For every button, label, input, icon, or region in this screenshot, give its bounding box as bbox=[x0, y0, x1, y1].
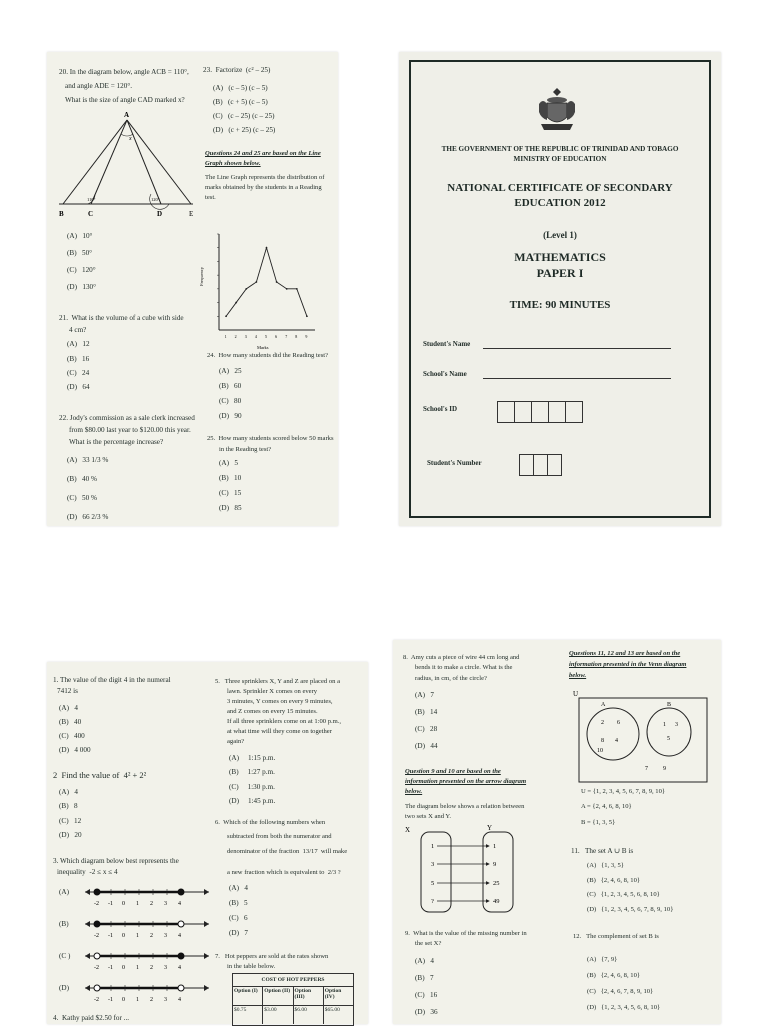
q21-line1: 21. What is the volume of a cube with side bbox=[59, 314, 184, 322]
q20-opt-c: (C) 120° bbox=[67, 266, 96, 274]
exam-page-questions-20-25 bbox=[47, 52, 338, 526]
q2-opt-b: (B) 8 bbox=[59, 802, 78, 810]
data-point bbox=[266, 247, 268, 249]
q3-option-label: (A) bbox=[59, 888, 69, 896]
table-header-cell: Option (III) bbox=[294, 987, 324, 1005]
vertex-a: A bbox=[124, 111, 130, 119]
set-u-definition: U = {1, 2, 3, 4, 5, 6, 7, 8, 9, 10} bbox=[581, 788, 666, 795]
closed-endpoint bbox=[94, 921, 100, 927]
q11-13-heading-1: Questions 11, 12 and 13 are based on the bbox=[569, 650, 681, 657]
number-line-tick-label: -2 bbox=[94, 933, 99, 939]
q8-opt-b: (B) 14 bbox=[415, 708, 438, 716]
q21-opt-d: (D) 64 bbox=[67, 383, 90, 391]
q21-opt-c: (C) 24 bbox=[67, 369, 90, 377]
q11-opt-b: (B) {2, 4, 6, 8, 10} bbox=[587, 877, 641, 884]
q3-line1: 3. Which diagram below best represents the bbox=[53, 857, 179, 865]
q5-line3: 3 minutes, Y comes on every 9 minutes, bbox=[227, 698, 333, 705]
number-line-tick-label: 4 bbox=[178, 901, 181, 907]
number-line-tick-label: -1 bbox=[108, 997, 113, 1003]
venn-diagram bbox=[571, 688, 711, 784]
q24-opt-d: (D) 90 bbox=[219, 412, 242, 420]
number-line-tick-label: -1 bbox=[108, 901, 113, 907]
q9-opt-c: (C) 16 bbox=[415, 991, 438, 999]
q8-opt-a: (A) 7 bbox=[415, 691, 434, 699]
set-b-label: B bbox=[667, 702, 672, 708]
q22-line1: 22. Jody's commission as a sale clerk increased bbox=[59, 414, 195, 422]
data-point bbox=[286, 288, 288, 290]
q20-opt-d: (D) 130° bbox=[67, 283, 97, 291]
school-name-line[interactable] bbox=[483, 378, 671, 379]
q5-line2: lawn. Sprinkler X comes on every bbox=[227, 688, 318, 695]
q5-line4: and Z comes on every 15 minutes. bbox=[227, 708, 318, 715]
q6-opt-b: (B) 5 bbox=[229, 899, 248, 907]
number-line-tick-label: 0 bbox=[122, 965, 125, 971]
venn-element: 3 bbox=[675, 722, 678, 728]
student-number-box[interactable] bbox=[533, 454, 548, 476]
cover-ministry: MINISTRY OF EDUCATION bbox=[513, 155, 607, 163]
q22-opt-c: (C) 50 % bbox=[67, 494, 97, 502]
q9-line2: the set X? bbox=[415, 940, 442, 947]
x-value: 1 bbox=[431, 843, 435, 850]
q24-25-intro-1: The Line Graph represents the distribution of bbox=[205, 174, 325, 181]
table-cell: $6.00 bbox=[294, 1006, 324, 1024]
closed-endpoint bbox=[178, 953, 184, 959]
open-endpoint bbox=[178, 985, 184, 991]
student-name-line[interactable] bbox=[483, 348, 671, 349]
table-cell: $3.00 bbox=[263, 1006, 293, 1024]
x-tick-label: 6 bbox=[275, 334, 278, 339]
student-name-label: Student's Name bbox=[423, 340, 471, 348]
q1-opt-b: (B) 40 bbox=[59, 718, 82, 726]
cover-ncse-line2: EDUCATION 2012 bbox=[514, 197, 606, 209]
number-line-tick-label: 3 bbox=[164, 933, 167, 939]
q3-line2: inequality -2 ≤ x ≤ 4 bbox=[57, 868, 118, 876]
q9-opt-d: (D) 36 bbox=[415, 1008, 438, 1016]
q11-13-heading-3: below. bbox=[569, 672, 587, 679]
set-b-definition: B = {1, 3, 5} bbox=[581, 819, 616, 826]
number-line-tick-label: -2 bbox=[94, 965, 99, 971]
number-line bbox=[83, 982, 213, 1006]
q6-line2: subtracted from both the numerator and bbox=[227, 833, 332, 840]
q25-opt-b: (B) 10 bbox=[219, 474, 242, 482]
q12-opt-b: (B) {2, 4, 6, 8, 10} bbox=[587, 972, 641, 979]
x-tick-label: 1 bbox=[224, 334, 227, 339]
q3-option-label: (B) bbox=[59, 920, 69, 928]
q5-opt-c: (C) 1:30 p.m. bbox=[229, 783, 275, 791]
data-point bbox=[225, 315, 227, 317]
vertex-d: D bbox=[157, 210, 163, 218]
q8-opt-d: (D) 44 bbox=[415, 742, 438, 750]
q11-text: 11. The set A ∪ B is bbox=[571, 847, 634, 855]
q11-opt-c: (C) {1, 2, 3, 4, 5, 6, 8, 10} bbox=[587, 891, 660, 898]
cover-level: (Level 1) bbox=[543, 230, 577, 240]
q25-line1: 25. How many students scored below 50 marks bbox=[207, 435, 334, 442]
venn-element: 5 bbox=[667, 736, 670, 742]
number-line bbox=[83, 886, 213, 910]
q12-text: 12. The complement of set B is bbox=[573, 933, 659, 940]
angle-x: x bbox=[129, 136, 132, 142]
q22-opt-a: (A) 33 1/3 % bbox=[67, 456, 109, 464]
q24-opt-a: (A) 25 bbox=[219, 367, 242, 375]
exam-page-questions-1-7 bbox=[47, 662, 368, 1024]
q3-option-label: (C ) bbox=[59, 952, 71, 960]
q5-line1: 5. Three sprinklers X, Y and Z are placed on a bbox=[215, 678, 340, 685]
set-a-label: A bbox=[601, 702, 606, 708]
q8-line2: bends it to make a circle. What is the bbox=[415, 664, 513, 671]
x-value: 5 bbox=[431, 880, 435, 887]
q6-opt-d: (D) 7 bbox=[229, 929, 248, 937]
q5-opt-d: (D) 1:45 p.m. bbox=[229, 797, 276, 805]
x-tick-label: 3 bbox=[244, 334, 247, 339]
cover-government: THE GOVERNMENT OF THE REPUBLIC OF TRINIDAD AND TOBAGO bbox=[441, 145, 679, 153]
venn-element: 9 bbox=[663, 766, 666, 772]
q22-opt-d: (D) 66 2/3 % bbox=[67, 513, 109, 521]
number-line-tick-label: 3 bbox=[164, 901, 167, 907]
number-line-tick-label: 0 bbox=[122, 933, 125, 939]
x-tick-label: 5 bbox=[264, 334, 267, 339]
set-a-definition: A = {2, 4, 6, 8, 10} bbox=[581, 803, 632, 810]
exam-cover-page bbox=[399, 52, 721, 526]
open-endpoint bbox=[94, 953, 100, 959]
x-value: ? bbox=[431, 898, 434, 905]
vertex-e: E bbox=[189, 210, 194, 218]
school-id-box[interactable] bbox=[497, 401, 515, 423]
y-value: 1 bbox=[493, 843, 497, 850]
vertex-c: C bbox=[88, 210, 94, 218]
q20-line3: What is the size of angle CAD marked x? bbox=[65, 96, 185, 104]
q8-line3: radius, in cm, of the circle? bbox=[415, 675, 487, 682]
number-line-tick-label: -2 bbox=[94, 997, 99, 1003]
number-line-tick-label: 2 bbox=[150, 997, 153, 1003]
y-value: 49 bbox=[493, 898, 500, 905]
number-line-tick-label: 0 bbox=[122, 997, 125, 1003]
y-axis-label: Frequency bbox=[199, 267, 204, 286]
q9-10-heading-1: Question 9 and 10 are based on the bbox=[405, 768, 501, 775]
q7-line1: 7. Hot peppers are sold at the rates shown bbox=[215, 953, 329, 960]
angle-110: 110° bbox=[87, 197, 96, 202]
q12-opt-c: (C) {2, 4, 6, 7, 8, 9, 10} bbox=[587, 988, 654, 995]
q23-opt-d: (D) (c + 25) (c – 25) bbox=[213, 126, 276, 134]
venn-element: 2 bbox=[601, 720, 604, 726]
q25-line2: in the Reading test? bbox=[219, 446, 272, 453]
x-tick-label: 4 bbox=[254, 334, 257, 339]
q9-10-intro-1: The diagram below shows a relation between bbox=[405, 803, 525, 810]
set-y-label: Y bbox=[487, 824, 493, 832]
q20-line1: 20. In the diagram below, angle ACB = 110°, bbox=[59, 68, 189, 76]
student-number-box[interactable] bbox=[519, 454, 534, 476]
y-value: 25 bbox=[493, 880, 500, 887]
table-header-row bbox=[233, 987, 353, 1006]
q9-line1: 9. What is the value of the missing number in bbox=[405, 930, 527, 937]
q5-opt-a: (A) 1:15 p.m. bbox=[229, 754, 276, 762]
number-line-tick-label: -2 bbox=[94, 901, 99, 907]
number-line-tick-label: 0 bbox=[122, 901, 125, 907]
q24-opt-c: (C) 80 bbox=[219, 397, 242, 405]
open-endpoint bbox=[178, 921, 184, 927]
table-cell: $65.00 bbox=[324, 1007, 340, 1013]
q21-opt-b: (B) 16 bbox=[67, 355, 90, 363]
q23-opt-b: (B) (c + 5) (c – 5) bbox=[213, 98, 268, 106]
q1-line2: 7412 is bbox=[57, 687, 78, 695]
open-endpoint bbox=[94, 985, 100, 991]
venn-element: 7 bbox=[645, 766, 648, 772]
q20-opt-a: (A) 10° bbox=[67, 232, 93, 240]
data-point bbox=[255, 281, 257, 283]
q22-line2: from $80.00 last year to $120.00 this year. bbox=[69, 426, 191, 434]
q9-opt-a: (A) 4 bbox=[415, 957, 434, 965]
line-graph-chart bbox=[197, 224, 327, 352]
cover-subject: MATHEMATICS bbox=[514, 250, 606, 264]
number-line-tick-label: 4 bbox=[178, 965, 181, 971]
q6-line1: 6. Which of the following numbers when bbox=[215, 819, 326, 826]
venn-element: 4 bbox=[615, 738, 618, 744]
q5-line7: again? bbox=[227, 738, 245, 745]
q6-line3: denominator of the fraction 13/17 will make bbox=[227, 848, 348, 855]
data-point bbox=[245, 288, 247, 290]
q5-line5: If all three sprinklers come on at 1:00 p.m., bbox=[227, 718, 342, 725]
x-tick-label: 7 bbox=[285, 334, 288, 339]
number-line-tick-label: 1 bbox=[136, 933, 139, 939]
q9-opt-b: (B) 7 bbox=[415, 974, 434, 982]
set-x-label: X bbox=[405, 826, 411, 834]
q5-line6: at what time will they come on together bbox=[227, 728, 332, 735]
q2-opt-a: (A) 4 bbox=[59, 788, 78, 796]
student-number-box[interactable] bbox=[547, 454, 562, 476]
student-number-label: Student's Number bbox=[427, 459, 482, 467]
q6-opt-a: (A) 4 bbox=[229, 884, 248, 892]
q7-line2: in the table below. bbox=[227, 963, 276, 970]
table-row bbox=[233, 1006, 353, 1024]
q5-opt-b: (B) 1:27 p.m. bbox=[229, 768, 275, 776]
q24-opt-b: (B) 60 bbox=[219, 382, 242, 390]
q2-text: 2 Find the value of 4² + 2² bbox=[53, 770, 147, 780]
q20-line2: and angle ADE = 120°. bbox=[65, 82, 133, 90]
number-line-tick-label: 4 bbox=[178, 933, 181, 939]
q6-opt-c: (C) 6 bbox=[229, 914, 248, 922]
number-line-tick-label: 1 bbox=[136, 901, 139, 907]
q24-25-heading-1: Questions 24 and 25 are based on the Line bbox=[205, 150, 321, 157]
school-id-box[interactable] bbox=[548, 401, 566, 423]
q11-13-heading-2: information presented in the Venn diagram bbox=[569, 661, 687, 668]
school-id-box[interactable] bbox=[565, 401, 583, 423]
q8-opt-c: (C) 28 bbox=[415, 725, 438, 733]
x-tick-label: 2 bbox=[234, 334, 237, 339]
q3-option-label: (D) bbox=[59, 984, 69, 992]
cover-ncse-line1: NATIONAL CERTIFICATE OF SECONDARY bbox=[447, 182, 673, 194]
number-lines bbox=[47, 882, 217, 1012]
angle-120: 120° bbox=[151, 197, 160, 202]
number-line-tick-label: 3 bbox=[164, 965, 167, 971]
x-axis-label: Marks bbox=[257, 345, 269, 350]
q12-opt-d: (D) {1, 2, 3, 4, 5, 6, 8, 10} bbox=[587, 1004, 661, 1011]
universal-set-label: U bbox=[573, 690, 579, 698]
q23-text: 23. Factorize (c² – 25) bbox=[203, 66, 271, 74]
coat-of-arms-icon bbox=[535, 84, 579, 134]
q9-10-heading-2: information presented on the arrow diagram bbox=[405, 778, 527, 785]
data-point bbox=[306, 315, 308, 317]
x-tick-label: 9 bbox=[305, 334, 308, 339]
q1-opt-a: (A) 4 bbox=[59, 704, 78, 712]
q24-text: 24. How many students did the Reading test? bbox=[207, 352, 329, 359]
number-line bbox=[83, 918, 213, 942]
q25-opt-c: (C) 15 bbox=[219, 489, 242, 497]
number-line-tick-label: 2 bbox=[150, 933, 153, 939]
venn-element: 1 bbox=[663, 722, 666, 728]
triangle-diagram bbox=[57, 110, 197, 222]
arrow-diagram bbox=[401, 824, 531, 916]
q1-line1: 1. The value of the digit 4 in the numeral bbox=[53, 676, 171, 684]
q25-opt-d: (D) 85 bbox=[219, 504, 242, 512]
number-line-tick-label: 1 bbox=[136, 965, 139, 971]
table-header-cell: Option (II) bbox=[263, 987, 293, 1005]
venn-element: 8 bbox=[601, 738, 604, 744]
venn-element: 10 bbox=[597, 748, 603, 754]
q4-text: 4. Kathy paid $2.50 for ... bbox=[53, 1014, 130, 1022]
number-line-tick-label: 1 bbox=[136, 997, 139, 1003]
q25-opt-a: (A) 5 bbox=[219, 459, 238, 467]
q11-opt-a: (A) {1, 3, 5} bbox=[587, 862, 624, 869]
school-id-box[interactable] bbox=[531, 401, 549, 423]
cover-time: TIME: 90 MINUTES bbox=[509, 299, 611, 311]
q2-opt-c: (C) 12 bbox=[59, 817, 82, 825]
hot-pepper-table bbox=[232, 973, 354, 1026]
q6-line4: a new fraction which is equivalent to 2/3 ? bbox=[227, 869, 341, 876]
q9-10-intro-2: two sets X and Y. bbox=[405, 813, 451, 820]
number-line-tick-label: -1 bbox=[108, 933, 113, 939]
q23-opt-a: (A) (c – 5) (c – 5) bbox=[213, 84, 268, 92]
x-value: 3 bbox=[431, 861, 435, 868]
vertex-b: B bbox=[59, 210, 64, 218]
q24-25-intro-2: marks obtained by the students in a Reading bbox=[205, 184, 322, 191]
table-header-cell: Option (IV) bbox=[324, 988, 342, 1000]
number-line bbox=[83, 950, 213, 974]
q22-line3: What is the percentage increase? bbox=[69, 438, 164, 446]
q12-opt-a: (A) {7, 9} bbox=[587, 956, 618, 963]
series-line bbox=[226, 248, 307, 317]
q1-opt-c: (C) 400 bbox=[59, 732, 85, 740]
table-header-cell: Option (I) bbox=[233, 987, 263, 1005]
cover-paper: PAPER I bbox=[536, 266, 584, 280]
number-line-tick-label: -1 bbox=[108, 965, 113, 971]
table-cell: $0.75 bbox=[233, 1006, 263, 1024]
y-value: 9 bbox=[493, 861, 497, 868]
number-line-tick-label: 4 bbox=[178, 997, 181, 1003]
data-point bbox=[296, 288, 298, 290]
q9-10-heading-3: below. bbox=[405, 788, 423, 795]
q2-opt-d: (D) 20 bbox=[59, 831, 82, 839]
q8-line1: 8. Amy cuts a piece of wire 44 cm long and bbox=[403, 654, 520, 661]
q24-25-intro-3: test. bbox=[205, 194, 216, 201]
q1-opt-d: (D) 4 000 bbox=[59, 746, 91, 754]
q21-line2: 4 cm? bbox=[69, 326, 87, 334]
data-point bbox=[276, 281, 278, 283]
school-id-box[interactable] bbox=[514, 401, 532, 423]
x-tick-label: 8 bbox=[295, 334, 298, 339]
number-line-tick-label: 2 bbox=[150, 965, 153, 971]
school-id-label: School's ID bbox=[423, 405, 458, 413]
q11-opt-d: (D) {1, 2, 3, 4, 5, 6, 7, 8, 9, 10} bbox=[587, 906, 674, 913]
table-title: COST OF HOT PEPPERS bbox=[233, 974, 353, 987]
q21-opt-a: (A) 12 bbox=[67, 340, 90, 348]
closed-endpoint bbox=[94, 889, 100, 895]
exam-page-questions-8-12 bbox=[393, 640, 721, 1024]
venn-element: 6 bbox=[617, 720, 620, 726]
closed-endpoint bbox=[178, 889, 184, 895]
number-line-tick-label: 3 bbox=[164, 997, 167, 1003]
q22-opt-b: (B) 40 % bbox=[67, 475, 97, 483]
number-line-tick-label: 2 bbox=[150, 901, 153, 907]
data-point bbox=[235, 302, 237, 304]
q24-25-heading-2: Graph shown below. bbox=[205, 160, 261, 167]
q20-opt-b: (B) 50° bbox=[67, 249, 93, 257]
q23-opt-c: (C) (c – 25) (c – 25) bbox=[213, 112, 275, 120]
school-name-label: School's Name bbox=[423, 370, 467, 378]
